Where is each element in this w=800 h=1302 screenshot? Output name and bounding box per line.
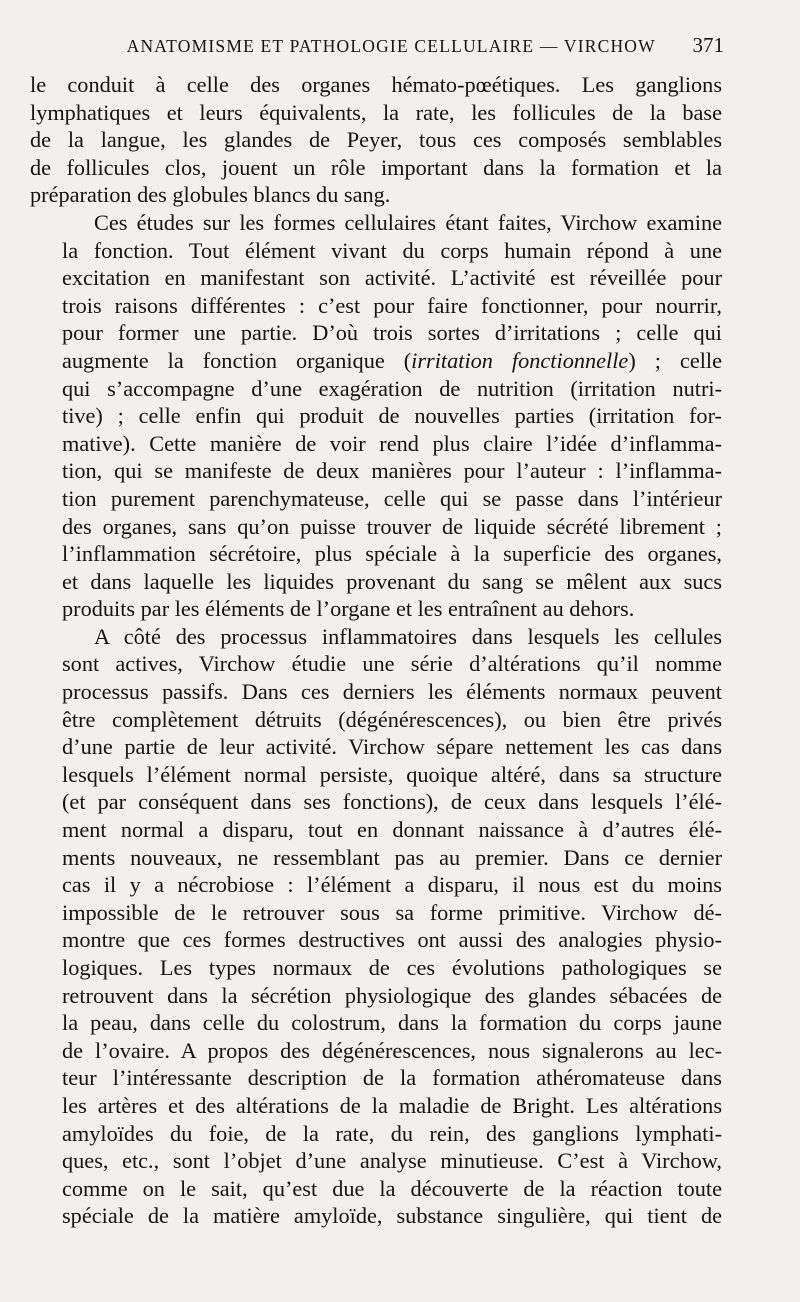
text-line: pour former une partie. D’où trois sortes d’irritations ; celle qui [62, 320, 722, 346]
text-line: impossible de le retrouver sous sa forme primitive. Virchow dé- [62, 899, 722, 925]
text-line: des organes, sans qu’on puisse trouver de liquide sécrété librement ; [62, 513, 722, 539]
text-line: amyloïdes du foie, de la rate, du rein, des ganglions lymphati- [62, 1120, 722, 1146]
text-line: trois raisons différentes : c’est pour faire fonctionner, pour nourrir, [62, 292, 722, 318]
text-line: la peau, dans celle du colostrum, dans la formation du corps jaune [62, 1010, 722, 1036]
text-line: de l’ovaire. A propos des dégénérescences, nous signalerons au lec- [62, 1037, 722, 1063]
text-line: A côté des processus inflammatoires dans lesquels les cellules [94, 623, 722, 649]
body-text [30, 71, 722, 1230]
text-line: le conduit à celle des organes hémato-pœétiques. Les ganglions [30, 72, 722, 97]
text-line: préparation des globules blancs du sang. [30, 182, 391, 208]
text-line: comme on le sait, qu’est due la découverte de la réaction toute [62, 1175, 722, 1201]
text-line: produits par les éléments de l’organe et les entraînent au dehors. [62, 596, 635, 622]
text-line: tion purement parenchymateuse, celle qui se passe dans l’intérieur [62, 485, 722, 511]
text-line: d’une partie de leur activité. Virchow sépare nettement les cas dans [62, 734, 722, 760]
text-line: l’inflammation sécrétoire, plus spéciale à la superficie des organes, [62, 541, 722, 567]
text-line: et dans laquelle les liquides provenant du sang se mêlent aux sucs [62, 568, 722, 594]
text-line: qui s’accompagne d’une exagération de nutrition (irritation nutri- [62, 375, 722, 401]
text-line: tive) ; celle enfin qui produit de nouvelles parties (irritation for- [62, 403, 722, 429]
text-line: sont actives, Virchow étudie une série d’altérations qu’il nomme [62, 651, 722, 677]
text-line: la fonction. Tout élément vivant du corps humain répond à une [62, 237, 722, 263]
text-line: lesquels l’élément normal persiste, quoique altéré, dans sa structure [62, 761, 722, 787]
paragraph-1 [30, 71, 722, 209]
text-line: tion, qui se manifeste de deux manières pour l’auteur : l’inflamma- [62, 458, 722, 484]
text-line: Ces études sur les formes cellulaires étant faites, Virchow examine [94, 209, 722, 235]
running-title: ANATOMISME ET PATHOLOGIE CELLULAIRE — VIRCHOW [126, 36, 656, 56]
text-line: mative). Cette manière de voir rend plus claire l’idée d’inflamma- [62, 430, 722, 456]
paragraph-2 [30, 209, 722, 623]
text-line: excitation en manifestant son activité. L’activité est réveillée pour [62, 265, 722, 291]
running-header [30, 33, 722, 61]
text-line: cas il y a nécrobiose : l’élément a disparu, il nous est du moins [62, 872, 722, 898]
text-line: de follicules clos, jouent un rôle important dans la formation et la [30, 154, 722, 180]
text-line: spéciale de la matière amyloïde, substance singulière, qui tient de [62, 1203, 722, 1229]
text-line: de la langue, les glandes de Peyer, tous ces composés semblables [30, 127, 722, 153]
paragraph-3 [30, 623, 722, 1230]
text-line: les artères et des altérations de la maladie de Bright. Les altérations [62, 1092, 722, 1118]
text-line: ments nouveaux, ne ressemblant pas au premier. Dans ce dernier [62, 844, 722, 870]
text-line: être complètement détruits (dégénérescences), ou bien être privés [62, 706, 722, 732]
text-line: montre que ces formes destructives ont aussi des analogies physio- [62, 927, 722, 953]
page-number: 371 [692, 33, 724, 57]
text-line: processus passifs. Dans ces derniers les éléments normaux peuvent [62, 679, 722, 705]
text-line: lymphatiques et leurs équivalents, la rate, les follicules de la base [30, 99, 722, 125]
text-line: teur l’intéressante description de la formation athéromateuse dans [62, 1065, 722, 1091]
text-line: retrouvent dans la sécrétion physiologique des glandes sébacées de [62, 982, 722, 1008]
text-line: logiques. Les types normaux de ces évolutions pathologiques se [62, 955, 722, 980]
text-line: augmente la fonction organique (irritation fonctionnelle) ; celle [62, 347, 722, 373]
text-line: (et par conséquent dans ses fonctions), de ceux dans lesquels l’élé- [62, 789, 722, 815]
text-line: ment normal a disparu, tout en donnant naissance à d’autres élé- [62, 817, 722, 843]
text-line: ques, etc., sont l’objet d’une analyse minutieuse. C’est à Virchow, [62, 1148, 722, 1174]
